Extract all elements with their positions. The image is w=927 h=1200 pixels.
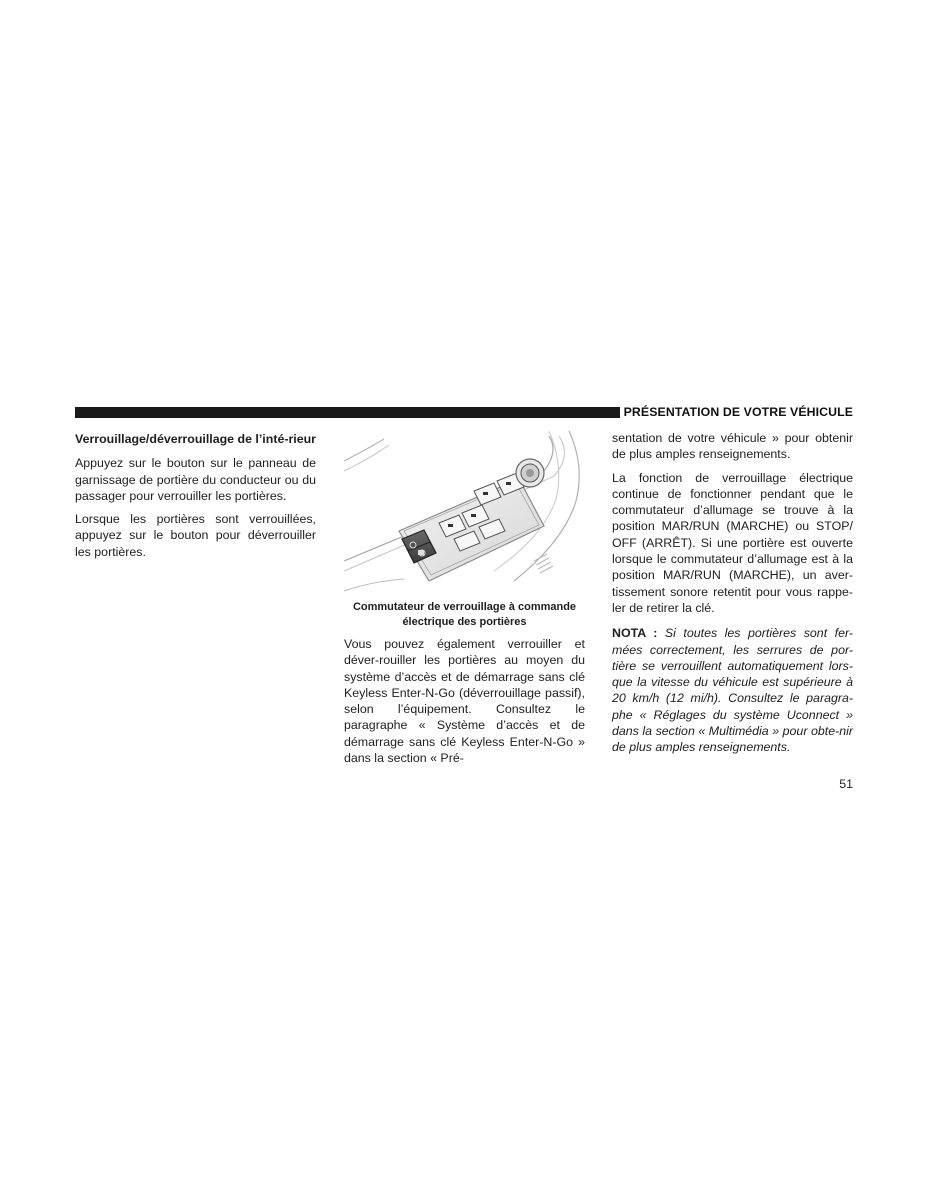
paragraph: Vous pouvez également verrouiller et déver-rouiller les portières au moyen du système d’accès et de démarrage sans clé Keyless Enter-N-Go (déverrouillage passif), selon l’équipement. Consultez le paragraphe « Système d’accès et de démarrage sans clé Keyless Enter-N-Go » dans la section « Pré- <box>344 637 585 766</box>
paragraph: sentation de votre véhicule » pour obtenir de plus amples renseignements. <box>612 431 853 462</box>
left-column <box>75 431 316 567</box>
paragraph: Appuyez sur le bouton sur le panneau de garnissage de portière du conducteur ou du passager pour verrouiller les portières. <box>75 456 316 503</box>
paragraph: La fonction de verrouillage électrique continue de fonctionner pendant que le commutateur d’allumage se trouve à la position MAR/RUN (MARCHE) ou STOP/ OFF (ARRÊT). Si une portière est ouverte lorsque le commutateur d’allumage est à la position MAR/RUN (MARCHE), un aver-tissement sonore retentit pour vous rappe-ler de retirer la clé. <box>612 470 853 615</box>
door-lock-switch-illustration <box>344 431 585 596</box>
section-header-bar <box>75 407 620 418</box>
paragraph: Lorsque les portières sont verrouillées, appuyez sur le bouton pour déverrouiller les portières. <box>75 512 316 559</box>
nota-label: NOTA : <box>612 626 658 641</box>
nota-text: Si toutes les portières sont fer-mées correctement, les serrures de por-tière se verrouillent automatiquement lors-que la vitesse du véhicule est supérieure à 20 km/h (12 mi/h). Consultez le paragra-phe « Réglages du système Uconnect » dans la section « Multimédia » pour obte-nir de plus amples renseignements. <box>612 626 853 755</box>
page-number: 51 <box>839 777 853 791</box>
right-column <box>612 430 853 763</box>
section-title: PRÉSENTATION DE VOTRE VÉHICULE <box>623 405 853 419</box>
subsection-heading: Verrouillage/déverrouillage de l’inté-rieur <box>75 432 317 446</box>
middle-column <box>344 636 585 766</box>
nota-paragraph <box>612 625 853 755</box>
figure-caption: Commutateur de verrouillage à commande électrique des portières <box>352 601 577 628</box>
